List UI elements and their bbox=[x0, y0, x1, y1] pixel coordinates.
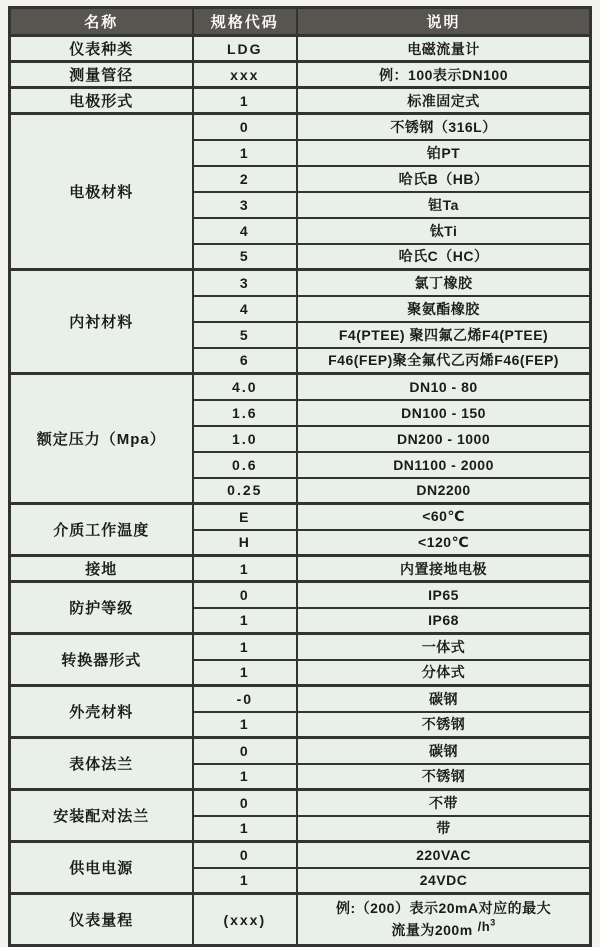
spec-row bbox=[10, 842, 591, 868]
description-cell: <60℃ bbox=[297, 504, 590, 530]
spec-row bbox=[10, 374, 591, 400]
param-name-cell: 防护等级 bbox=[10, 582, 193, 634]
description-cell: 电磁流量计 bbox=[297, 36, 590, 62]
flow-unit-superscript: 3 bbox=[490, 917, 496, 928]
param-name-cell: 内衬材料 bbox=[10, 270, 193, 374]
flow-unit-text: /h bbox=[477, 918, 491, 934]
description-cell: 哈氏C（HC） bbox=[297, 244, 590, 270]
description-cell: 哈氏B（HB） bbox=[297, 166, 590, 192]
spec-code-cell: LDG bbox=[193, 36, 298, 62]
param-name-cell: 电极材料 bbox=[10, 114, 193, 270]
description-cell: 24VDC bbox=[297, 868, 590, 894]
description-cell: 标准固定式 bbox=[297, 88, 590, 114]
spec-row bbox=[10, 686, 591, 712]
spec-code-cell: 0 bbox=[193, 738, 298, 764]
spec-code-cell: 5 bbox=[193, 322, 298, 348]
spec-code-cell: E bbox=[193, 504, 298, 530]
spec-row bbox=[10, 114, 591, 140]
param-name-cell: 测量管径 bbox=[10, 62, 193, 88]
spec-row bbox=[10, 634, 591, 660]
spec-row bbox=[10, 270, 591, 296]
spec-code-cell: 2 bbox=[193, 166, 298, 192]
description-cell: DN2200 bbox=[297, 478, 590, 504]
column-header-description: 说明 bbox=[297, 8, 590, 36]
description-cell: 碳钢 bbox=[297, 686, 590, 712]
param-name-cell: 转换器形式 bbox=[10, 634, 193, 686]
spec-code-cell: (xxx) bbox=[193, 894, 298, 946]
description-cell: 钽Ta bbox=[297, 192, 590, 218]
spec-row bbox=[10, 62, 591, 88]
spec-code-cell: 0 bbox=[193, 114, 298, 140]
description-line2-text: 流量为200m bbox=[391, 921, 473, 938]
description-line1: 例:（200）表示20mA对应的最大 bbox=[335, 899, 552, 916]
description-cell: F4(PTEE) 聚四氟乙烯F4(PTEE) bbox=[297, 322, 590, 348]
spec-code-cell: 3 bbox=[193, 270, 298, 296]
param-name-cell: 额定压力（Mpa） bbox=[10, 374, 193, 504]
spec-code-cell: 1 bbox=[193, 712, 298, 738]
description-cell: F46(FEP)聚全氟代乙丙烯F46(FEP) bbox=[297, 348, 590, 374]
spec-code-cell: 0 bbox=[193, 582, 298, 608]
param-name-cell: 仪表量程 bbox=[10, 894, 193, 946]
spec-code-cell: 1 bbox=[193, 660, 298, 686]
param-name-cell: 仪表种类 bbox=[10, 36, 193, 62]
description-cell: IP68 bbox=[297, 608, 590, 634]
spec-code-cell: 1 bbox=[193, 608, 298, 634]
column-header-code: 规格代码 bbox=[193, 8, 298, 36]
description-cell: 内置接地电极 bbox=[297, 556, 590, 582]
spec-code-cell: 1.6 bbox=[193, 400, 298, 426]
spec-code-cell: 0 bbox=[193, 790, 298, 816]
param-name-cell: 表体法兰 bbox=[10, 738, 193, 790]
param-name-cell: 供电电源 bbox=[10, 842, 193, 894]
spec-code-cell: 6 bbox=[193, 348, 298, 374]
description-cell: 碳钢 bbox=[297, 738, 590, 764]
spec-code-cell: 1 bbox=[193, 816, 298, 842]
flow-unit bbox=[478, 919, 496, 934]
spec-code-cell: 1.0 bbox=[193, 426, 298, 452]
spec-code-cell: 3 bbox=[193, 192, 298, 218]
column-header-name: 名称 bbox=[10, 8, 193, 36]
description-cell: 铂PT bbox=[297, 140, 590, 166]
spec-code-cell: 4 bbox=[193, 218, 298, 244]
spec-code-cell: 0.6 bbox=[193, 452, 298, 478]
spec-code-cell: -0 bbox=[193, 686, 298, 712]
spec-code-cell: xxx bbox=[193, 62, 298, 88]
spec-code-cell: 1 bbox=[193, 88, 298, 114]
spec-code-cell: 5 bbox=[193, 244, 298, 270]
spec-row bbox=[10, 88, 591, 114]
description-cell: 带 bbox=[297, 816, 590, 842]
flowmeter-spec-table bbox=[8, 6, 592, 947]
description-cell: DN1100 - 2000 bbox=[297, 452, 590, 478]
param-name-cell: 介质工作温度 bbox=[10, 504, 193, 556]
description-cell: 分体式 bbox=[297, 660, 590, 686]
description-cell: 不锈钢（316L） bbox=[297, 114, 590, 140]
description-cell: IP65 bbox=[297, 582, 590, 608]
spec-row bbox=[10, 738, 591, 764]
spec-code-cell: 0 bbox=[193, 842, 298, 868]
spec-code-cell: 0.25 bbox=[193, 478, 298, 504]
table-body bbox=[10, 36, 591, 946]
spec-row bbox=[10, 504, 591, 530]
description-cell: 220VAC bbox=[297, 842, 590, 868]
spec-code-cell: 4 bbox=[193, 296, 298, 322]
spec-code-cell: 1 bbox=[193, 140, 298, 166]
description-cell: <120℃ bbox=[297, 530, 590, 556]
spec-row bbox=[10, 556, 591, 582]
spec-code-cell: 1 bbox=[193, 868, 298, 894]
table-header-row bbox=[10, 8, 591, 36]
spec-code-cell: 4.0 bbox=[193, 374, 298, 400]
param-name-cell: 电极形式 bbox=[10, 88, 193, 114]
param-name-cell: 接地 bbox=[10, 556, 193, 582]
spec-code-cell: 1 bbox=[193, 556, 298, 582]
param-name-cell: 安装配对法兰 bbox=[10, 790, 193, 842]
description-cell: 不锈钢 bbox=[297, 712, 590, 738]
spec-row bbox=[10, 790, 591, 816]
description-cell: DN100 - 150 bbox=[297, 400, 590, 426]
spec-code-cell: 1 bbox=[193, 634, 298, 660]
param-name-cell: 外壳材料 bbox=[10, 686, 193, 738]
description-cell: DN200 - 1000 bbox=[297, 426, 590, 452]
description-cell: 例：100表示DN100 bbox=[297, 62, 590, 88]
description-cell: DN10 - 80 bbox=[297, 374, 590, 400]
spec-code-cell: H bbox=[193, 530, 298, 556]
description-cell: 钛Ti bbox=[297, 218, 590, 244]
description-cell: 不带 bbox=[297, 790, 590, 816]
description-cell: 聚氨酯橡胶 bbox=[297, 296, 590, 322]
description-cell: 一体式 bbox=[297, 634, 590, 660]
spec-row bbox=[10, 582, 591, 608]
description-cell: 不锈钢 bbox=[297, 764, 590, 790]
spec-code-cell: 1 bbox=[193, 764, 298, 790]
description-cell: 氯丁橡胶 bbox=[297, 270, 590, 296]
spec-row bbox=[10, 36, 591, 62]
